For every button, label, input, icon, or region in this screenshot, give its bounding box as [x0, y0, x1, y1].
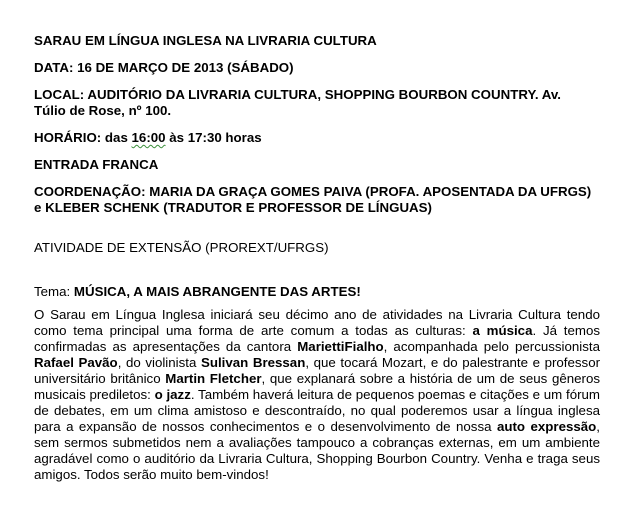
event-heading: SARAU EM LÍNGUA INGLESA NA LIVRARIA CULTURA	[34, 33, 377, 48]
event-date: DATA: 16 DE MARÇO DE 2013 (SÁBADO)	[34, 60, 294, 75]
event-location-line-1: LOCAL: AUDITÓRIO DA LIVRARIA CULTURA, SHOPPING BOURBON COUNTRY. Av.	[34, 87, 561, 102]
description-text: , sem sermos submetidos nem a avaliações tampouco a cobranças externas, em um ambiente agradável como o auditório da Livraria Cultura, Shopping Bourbon Country. Venha e traga seus amigos. Todos serão muito bem-vindos!	[34, 419, 600, 482]
event-description	[34, 307, 600, 483]
time-label: HORÁRIO:	[34, 130, 102, 145]
description-text: , acompanhada pelo percussionista	[383, 339, 600, 354]
description-bold: Sulivan Bressan	[200, 355, 306, 370]
theme-label: Tema:	[34, 284, 71, 299]
event-coordination-line-2: e KLEBER SCHENK (TRADUTOR E PROFESSOR DE LÍNGUAS)	[34, 200, 432, 215]
description-text: . Já temos confirmadas as apresentações da cantora	[34, 323, 600, 354]
event-location-line-2: Túlio de Rose, nº 100.	[34, 103, 172, 118]
description-text: , do violinista	[117, 355, 201, 370]
event-entry: ENTRADA FRANCA	[34, 157, 159, 172]
event-extension: ATIVIDADE DE EXTENSÃO (PROREXT/UFRGS)	[34, 240, 329, 255]
description-text: . Também haverá leitura de pequenos poemas e citações e um fórum de debates, em um clima amistoso e descontraído, no qual poderemos usar a língua inglesa para a expansão de nossos conhecimentos e o desenvolvimento de nossa	[34, 387, 600, 434]
time-prefix: das	[104, 130, 132, 145]
description-bold: MariettiFialho	[297, 339, 384, 354]
theme-title: MÚSICA, A MAIS ABRANGENTE DAS ARTES!	[73, 284, 361, 299]
description-bold: a música	[472, 323, 533, 338]
description-bold: o jazz	[154, 387, 191, 402]
description-bold: Martin Fletcher	[165, 371, 262, 386]
description-text: O Sarau em Língua Inglesa iniciará seu décimo ano de atividades na Livraria Cultura tendo como tema principal uma forma de arte comum a todas as culturas:	[34, 307, 600, 338]
document-page	[34, 33, 600, 483]
event-coordination-line-1: COORDENAÇÃO: MARIA DA GRAÇA GOMES PAIVA (PROFA. APOSENTADA DA UFRGS)	[34, 184, 592, 199]
description-bold: auto expressão	[496, 419, 597, 434]
event-time	[34, 130, 600, 146]
description-text: , que explanará sobre a história de um de seus gêneros musicais prediletos:	[34, 371, 601, 402]
time-suffix: às 17:30 horas	[165, 130, 262, 145]
description-bold: Rafael Pavão	[34, 355, 118, 370]
time-start: 16:00	[131, 130, 166, 145]
description-text: , que tocará Mozart, e do palestrante e professor universitário britânico	[34, 355, 601, 386]
event-theme	[34, 284, 600, 300]
